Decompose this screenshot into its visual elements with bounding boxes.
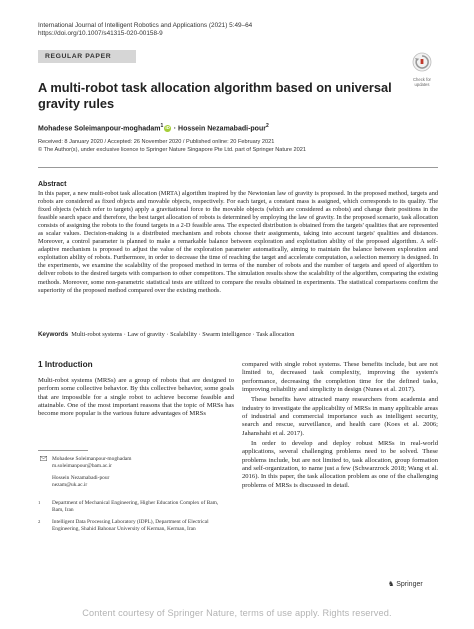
affiliation-2 (38, 519, 228, 533)
paper-title: A multi-robot task allocation algorithm based on universal gravity rules (38, 80, 392, 111)
orcid-icon[interactable]: iD (165, 125, 170, 131)
keywords-text: Multi-robot systems · Law of gravity · Scalability · Swarm intelligence · Task allocation (71, 331, 295, 338)
publisher-name: Springer (396, 581, 423, 588)
dates-line: Received: 8 January 2020 / Accepted: 26 November 2020 / Published online: 20 February 2021 (38, 139, 275, 145)
section-heading: 1 Introduction (38, 360, 93, 369)
envelope-icon (40, 456, 47, 461)
affiliation-1-number: 1 (38, 500, 41, 505)
intro-paragraph-4: In order to develop and deploy robust MRSs in real-world applications, several challenging problems need to be solved. These problems include, but are not limited to, task allocation, group formation and self-organization, to name just a few (Schwarzrock 2018; Wang et al. 2016). In this paper, the task allocation problem as one of the challenging problems of MRSs is discussed in detail. (242, 440, 438, 489)
springer-horse-icon: ♞ (388, 581, 395, 588)
journal-name: International Journal of Intelligent Robotics and Applications (2021) 5:49–64 (38, 22, 253, 29)
affiliation-2-text: Intelligent Data Processing Laboratory (IDPL), Department of Electrical Engineering, Shahid Bahonar University of Kerman, Kerman, Iran (52, 519, 209, 532)
affiliation-1-text: Department of Mechanical Engineering, Higher Education Complex of Bam, Bam, Iran (52, 500, 219, 513)
corresponding-author-name: Mohadese Soleimanpour-moghadam (52, 456, 132, 462)
author-list (38, 123, 269, 132)
right-column (242, 361, 438, 492)
author-separator: · (171, 125, 179, 133)
courtesy-watermark: Content courtesy of Springer Nature, terms of use apply. Rights reserved. (82, 608, 392, 618)
header-divider (38, 167, 438, 168)
corresponding-author-note (38, 456, 228, 470)
keywords (38, 331, 438, 338)
abstract-text: In this paper, a new multi-robot task allocation (MRTA) algorithm inspired by the Newtonian law of gravity is proposed. In the proposed method, targets and robots are considered as fixed objects and movable objects, respectively. For each target, a constant mass is assigned, which corresponds to its quality. The fixed objects (which refer to targets) apply a gravitational force to the movable objects (which are considered as robots) and change their positions in the feasible search space and therefore, the best target allocation of robots is determined by employing the law of gravity. In the proposed scenario, task allocation consists of assigning the robots to the found targets in a 2-D feasible area. The expected distribution is obtained from the targets' qualities that are represented as scalar values. Decision-making is a distributed mechanism and robots choose their assignments, taking into account targets' qualities and distances. Moreover, a control parameter is planned to make a remarkable balance between exploration and exploitation ability of the proposed algorithm. A self-adaptive mechanism is proposed to adjust the value of the exploration parameter automatically, aiming to maintain the balance between exploration and exploitation ability of robots. Furthermore, in order to decrease the time of reaching the target and accelerate computation, a selection memory is designed. In the experiments, we examine the scalability of the proposed method in terms of the number of robots and the number of targets and speed of algorithm to deliver robots to the desired targets with comparison to other competitors. The simulation results show the scalability of the algorithm, comparing the existing methods. Moreover, some non-parametric statistical tests are utilized to compare the results obtained in experiments. The statistical comparisons confirm the superiority of the proposed method compared over the existing methods. (38, 190, 438, 294)
intro-paragraph-2: compared with single robot systems. These benefits include, but are not limited to, decreased task complexity, improving the system's performance, decreasing the completion time for the defined tasks, improving reliability and simplicity in design (Nunes et al. 2017). (242, 361, 438, 394)
affiliation-1 (38, 500, 228, 514)
intro-paragraph-1: Multi-robot systems (MRSs) are a group of robots that are designed to perform some collective behavior. By this collective behavior, some goals that are impossible for a single robot to achieve become feasible and attainable. One of the most important reasons that the topic of MRSs has become more popular is the various future advantages of MRSs (38, 377, 234, 418)
coauthor-email[interactable]: nezam@uk.ac.ir (52, 481, 88, 488)
publication-dates (38, 139, 306, 154)
check-for-updates-badge[interactable] (405, 52, 439, 87)
coauthor-name: Hossein Nezamabadi-pour (52, 475, 110, 481)
footnote-divider (38, 450, 88, 451)
publisher-logo (388, 580, 423, 588)
check-updates-icon (412, 52, 432, 72)
corresponding-author-email[interactable]: m.soleimanpour@bam.ac.ir (52, 462, 112, 469)
abstract-heading: Abstract (38, 181, 67, 188)
author-2-affiliation: 2 (265, 123, 269, 129)
affiliation-2-number: 2 (38, 519, 41, 524)
keywords-label: Keywords (38, 331, 69, 338)
journal-header (38, 22, 252, 39)
check-updates-line2: updates (414, 82, 430, 87)
check-updates-line1: Check for (413, 77, 431, 82)
intro-paragraph-3: These benefits have attracted many researchers from academia and industry to investigate the applicability of MRSs in many applicable areas of industrial and commercial importance such as intelligent security, search and rescue, surveillance, and health care (Koes et al. 2006; Jahanshahi et al. 2017). (242, 396, 438, 437)
author-1[interactable]: Mohadese Soleimanpour‑moghadam (38, 125, 161, 133)
article-type-badge: REGULAR PAPER (38, 50, 136, 63)
author-2[interactable]: Hossein Nezamabadi‑pour (178, 125, 266, 133)
doi-link[interactable]: https://doi.org/10.1007/s41315-020-00158-9 (38, 30, 163, 38)
coauthor-note (38, 475, 228, 489)
left-column (38, 377, 234, 421)
author-1-affiliation: 1 (160, 123, 164, 129)
copyright-line: © The Author(s), under exclusive licence to Springer Nature Singapore Pte Ltd. part of Springer Nature 2021 (38, 146, 307, 153)
